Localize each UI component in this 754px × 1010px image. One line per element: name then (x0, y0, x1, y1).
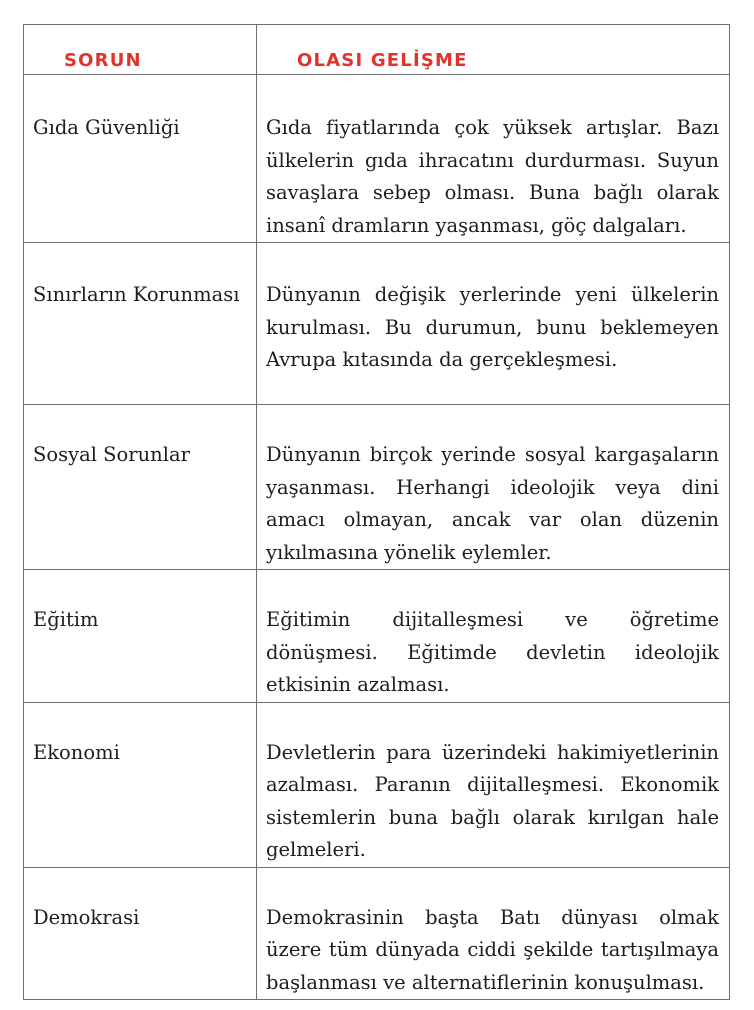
table-row (24, 867, 730, 1000)
development-text: Dünyanın birçok yerinde sosyal kargaşaların yaşanması. Herhangi ideolojik veya dini amacı olmayan, ancak var olan düzenin yıkılmasına yönelik eylemler. (266, 443, 719, 564)
table-row (24, 405, 730, 570)
development-text: Eğitimin dijitalleşmesi ve öğretime dönüşmesi. Eğitimde devletin ideolojik etkisinin azalması. (266, 608, 719, 696)
table-row (24, 75, 730, 243)
issue-label: Sınırların Korunması (33, 283, 240, 306)
header-issue: SORUN (24, 25, 257, 75)
development-cell (257, 702, 730, 867)
table-row (24, 570, 730, 703)
issue-label: Eğitim (33, 608, 99, 631)
table-row (24, 702, 730, 867)
issue-label: Gıda Güvenliği (33, 116, 180, 139)
development-cell (257, 75, 730, 243)
development-text: Gıda fiyatlarında çok yüksek artışlar. Bazı ülkelerin gıda ihracatını durdurması. Suyun savaşlara sebep olması. Buna bağlı olarak insanî dramların yaşanması, göç dalgaları. (266, 116, 719, 237)
issue-label: Ekonomi (33, 740, 120, 764)
issue-cell (24, 702, 257, 867)
header-development: OLASI GELİŞME (257, 25, 730, 75)
development-cell (257, 243, 730, 405)
development-cell (257, 867, 730, 1000)
table-row (24, 243, 730, 405)
issues-table (23, 24, 730, 1000)
issue-cell (24, 570, 257, 703)
issue-cell (24, 405, 257, 570)
issue-label: Sosyal Sorunlar (33, 443, 190, 466)
issue-cell (24, 75, 257, 243)
development-text: Demokrasinin başta Batı dünyası olmak üzere tüm dünyada ciddi şekilde tartışılmaya başlanması ve alternatiflerinin konuşulması. (266, 905, 719, 994)
development-text: Dünyanın değişik yerlerinde yeni ülkelerin kurulması. Bu durumun, bunu beklemeyen Avrupa kıtasında da gerçekleşmesi. (266, 283, 719, 371)
table-header-row (24, 25, 730, 75)
issue-label: Demokrasi (33, 905, 140, 929)
issue-cell (24, 867, 257, 1000)
development-cell (257, 405, 730, 570)
development-cell (257, 570, 730, 703)
issue-cell (24, 243, 257, 405)
development-text: Devletlerin para üzerindeki hakimiyetlerinin azalması. Paranın dijitalleşmesi. Ekonomik sistemlerin buna bağlı olarak kırılgan hale gelmeleri. (266, 740, 719, 861)
